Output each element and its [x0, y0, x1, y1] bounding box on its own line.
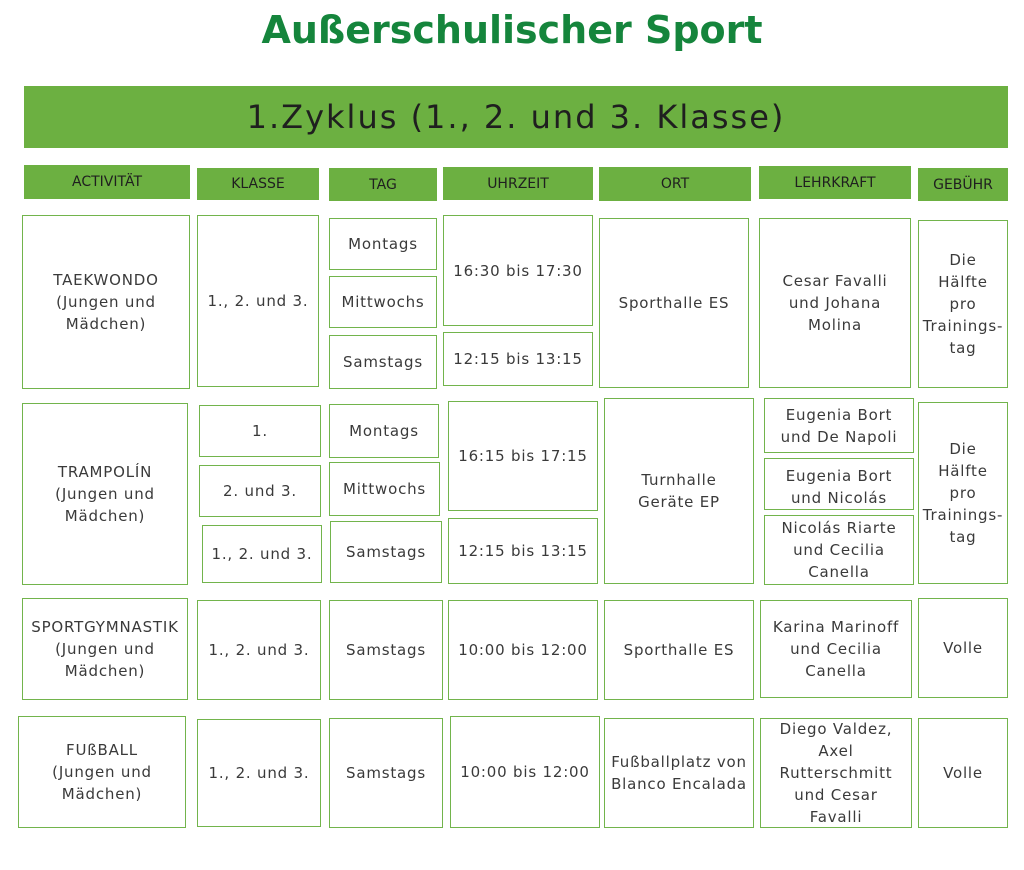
lehrkraft-text: Cesar Favalli und Johana Molina: [782, 272, 888, 334]
lehrkraft-text: Eugenia Bort und Nicolás: [785, 467, 893, 507]
lehrkraft-text: Nicolás Riarte und Cecilia Canella: [781, 519, 897, 581]
tag-text: Montags: [348, 235, 418, 253]
header-gebuehr: GEBÜHR: [918, 168, 1008, 201]
klasse-text: 1., 2. und 3.: [208, 764, 310, 782]
lehrkraft-text: Diego Valdez, Axel Rutterschmitt und Cesar Favalli: [779, 720, 893, 826]
trampolin-ort-cell: [604, 398, 754, 584]
taekwondo-lehrkraft-cell: [759, 218, 911, 388]
cycle-banner: 1.Zyklus (1., 2. und 3. Klasse): [24, 86, 1008, 148]
tag-text: Samstags: [346, 764, 426, 782]
gebuehr-text: Volle: [943, 639, 983, 657]
activity-text: SPORTGYMNASTIK (Jungen und Mädchen): [31, 618, 179, 680]
klasse-text: 1.: [252, 422, 268, 440]
trampolin-lehrkraft-cell: [764, 398, 914, 453]
taekwondo-uhrzeit-cell: [443, 215, 593, 326]
trampolin-lehrkraft-cell: [764, 515, 914, 585]
fussball-tag-cell: [329, 718, 443, 828]
sportgymnastik-uhrzeit-cell: [448, 600, 598, 700]
ort-text: Fußballplatz von Blanco Encalada: [611, 753, 747, 793]
sportgymnastik-gebuehr-cell: [918, 598, 1008, 698]
fussball-klasse-cell: [197, 719, 321, 827]
ort-text: Sporthalle ES: [623, 641, 735, 659]
sportgymnastik-tag-cell: [329, 600, 443, 700]
gebuehr-text: Die Hälfte pro Trainings- tag: [922, 251, 1004, 357]
trampolin-tag-cell: [329, 462, 440, 516]
klasse-text: 2. und 3.: [223, 482, 297, 500]
taekwondo-ort-cell: [599, 218, 749, 388]
klasse-text: 1., 2. und 3.: [208, 641, 310, 659]
tag-text: Mittwochs: [341, 293, 425, 311]
lehrkraft-text: Karina Marinoff und Cecilia Canella: [772, 618, 900, 680]
uhrzeit-text: 12:15 bis 13:15: [458, 542, 588, 560]
header-lehrkraft: LEHRKRAFT: [759, 166, 911, 199]
klasse-text: 1., 2. und 3.: [211, 545, 313, 563]
fussball-gebuehr-cell: [918, 718, 1008, 828]
tag-text: Montags: [349, 422, 419, 440]
trampolin-uhrzeit-cell: [448, 518, 598, 584]
uhrzeit-text: 10:00 bis 12:00: [460, 763, 590, 781]
trampolin-uhrzeit-cell: [448, 401, 598, 511]
taekwondo-klasse-cell: [197, 215, 319, 387]
trampolin-klasse-cell: [202, 525, 322, 583]
taekwondo-tag-cell: [329, 218, 437, 270]
trampolin-tag-cell: [329, 404, 439, 458]
header-ort: ORT: [599, 167, 751, 201]
fussball-ort-cell: [604, 718, 754, 828]
sportgymnastik-ort-cell: [604, 600, 754, 700]
header-uhrzeit: UHRZEIT: [443, 167, 593, 200]
gebuehr-text: Volle: [943, 764, 983, 782]
taekwondo-uhrzeit-cell: [443, 332, 593, 386]
uhrzeit-text: 16:30 bis 17:30: [453, 261, 583, 280]
sportgymnastik-activity-cell: [22, 598, 188, 700]
header-klasse: KLASSE: [197, 168, 319, 200]
taekwondo-gebuehr-cell: [918, 220, 1008, 388]
sportgymnastik-lehrkraft-cell: [760, 600, 912, 698]
activity-text: FUßBALL (Jungen und Mädchen): [52, 741, 152, 803]
tag-text: Mittwochs: [342, 480, 427, 498]
gebuehr-text: Die Hälfte pro Trainings- tag: [922, 440, 1004, 546]
trampolin-klasse-cell: [199, 465, 321, 517]
ort-text: Turnhalle Geräte EP: [638, 471, 720, 511]
header-activity: ACTIVITÄT: [24, 165, 190, 199]
uhrzeit-text: 10:00 bis 12:00: [458, 641, 588, 659]
uhrzeit-text: 16:15 bis 17:15: [458, 447, 588, 465]
trampolin-activity-cell: [22, 403, 188, 585]
activity-text: TRAMPOLÍN (Jungen und Mädchen): [55, 463, 155, 525]
taekwondo-tag-cell: [329, 276, 437, 328]
tag-text: Samstags: [346, 641, 426, 659]
sportgymnastik-klasse-cell: [197, 600, 321, 700]
fussball-activity-cell: [18, 716, 186, 828]
ort-text: Sporthalle ES: [618, 294, 730, 312]
fussball-lehrkraft-cell: [760, 718, 912, 828]
trampolin-gebuehr-cell: [918, 402, 1008, 584]
tag-text: Samstags: [343, 353, 423, 371]
header-tag: TAG: [329, 168, 437, 201]
lehrkraft-text: Eugenia Bort und De Napoli: [780, 405, 898, 446]
trampolin-tag-cell: [330, 521, 442, 583]
trampolin-klasse-cell: [199, 405, 321, 457]
uhrzeit-text: 12:15 bis 13:15: [453, 350, 583, 368]
tag-text: Samstags: [346, 543, 426, 561]
page-title: Außerschulischer Sport: [261, 8, 763, 52]
trampolin-lehrkraft-cell: [764, 458, 914, 510]
activity-text: TAEKWONDO (Jungen und Mädchen): [53, 271, 159, 333]
taekwondo-activity-cell: [22, 215, 190, 389]
fussball-uhrzeit-cell: [450, 716, 600, 828]
klasse-text: 1., 2. und 3.: [207, 292, 309, 310]
taekwondo-tag-cell: [329, 335, 437, 389]
